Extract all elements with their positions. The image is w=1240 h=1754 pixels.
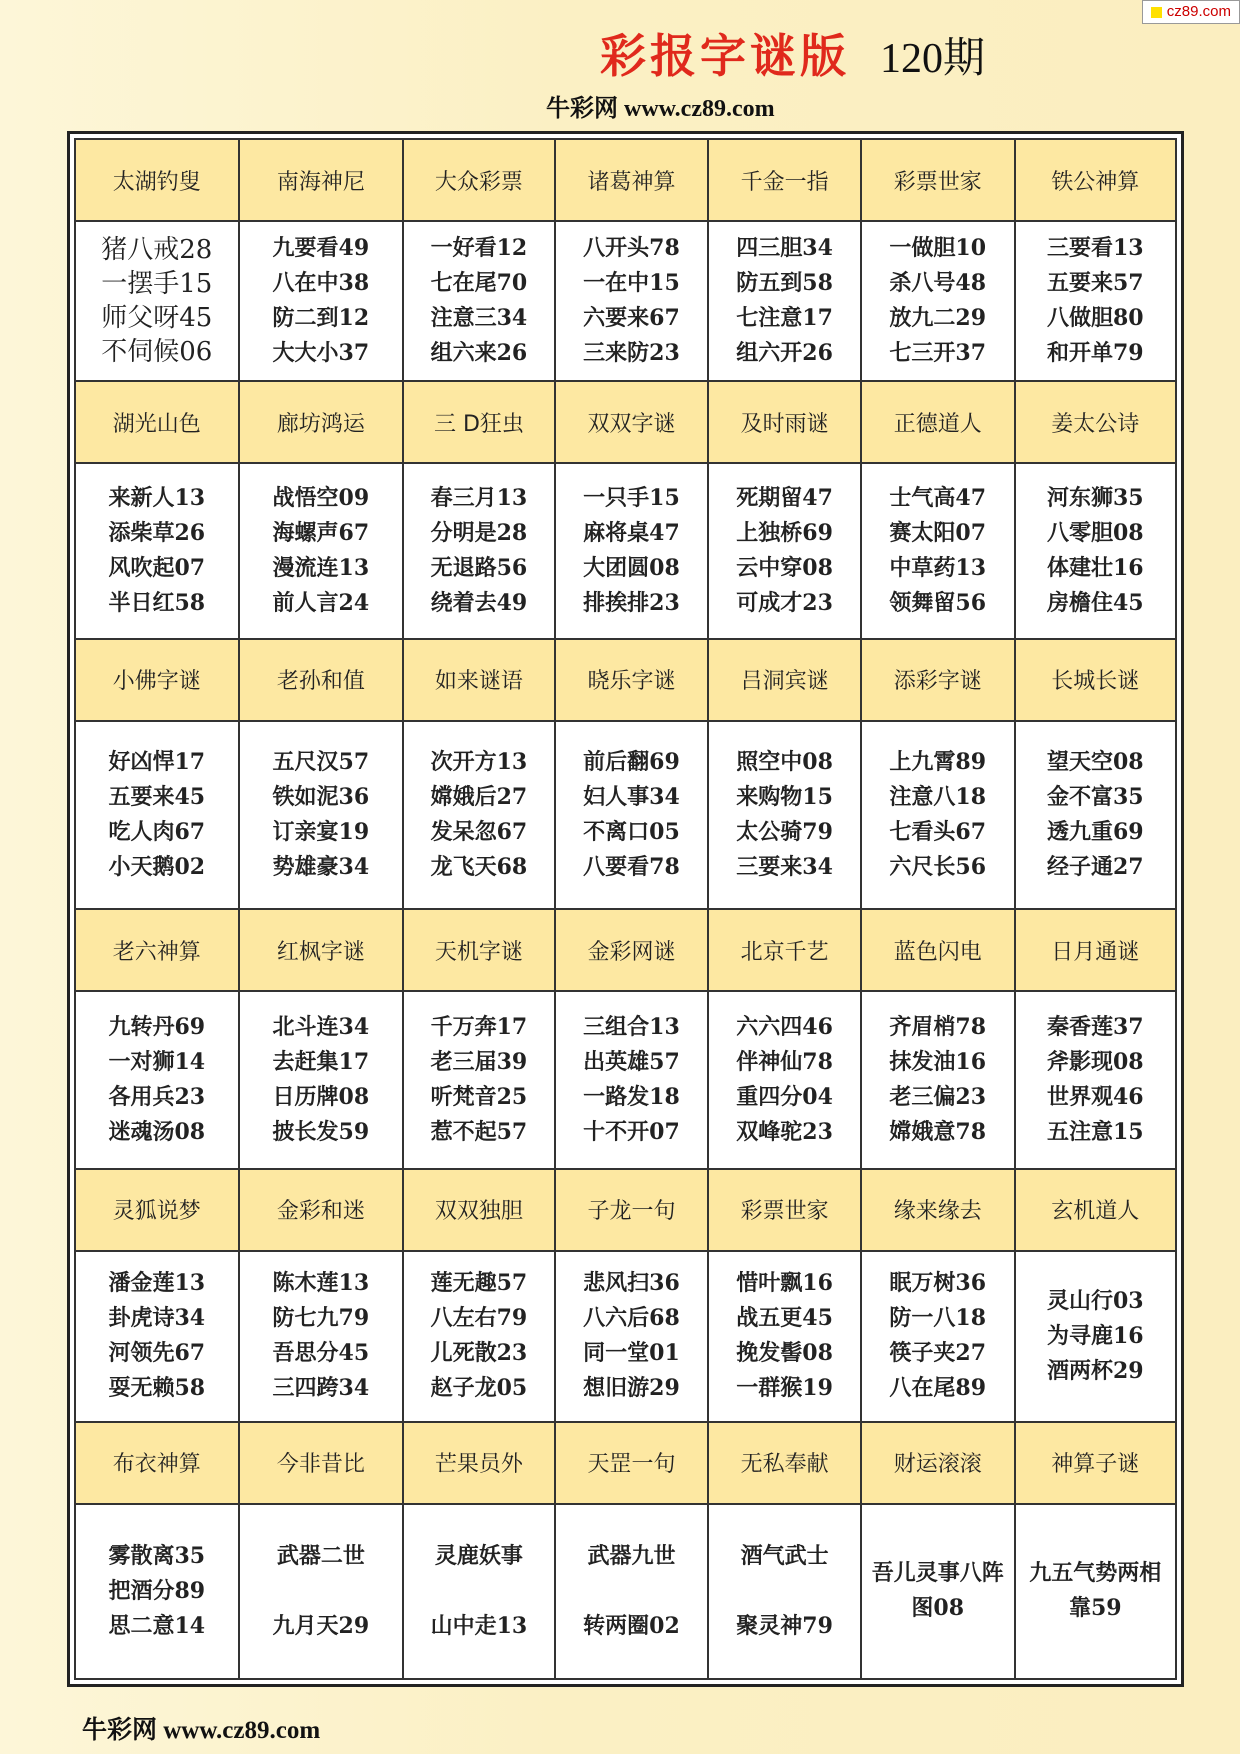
riddle-line: 三要来34 xyxy=(736,853,833,880)
riddle-cell xyxy=(239,721,404,909)
riddle-line: 八开头78 xyxy=(583,235,680,262)
column-header-cell: 芒果员外 xyxy=(403,1422,554,1504)
riddle-line: 六要来67 xyxy=(583,305,680,332)
riddle-line: 八在中38 xyxy=(272,270,370,297)
column-header-cell: 晓乐字谜 xyxy=(555,639,709,721)
column-header-cell: 太湖钓叟 xyxy=(75,139,239,221)
riddle-line: 迷魂汤08 xyxy=(108,1118,206,1145)
riddle-cell xyxy=(75,1504,239,1679)
riddle-line: 大团圆08 xyxy=(583,555,680,582)
column-header-cell: 子龙一句 xyxy=(555,1169,709,1251)
riddle-cell xyxy=(403,463,554,638)
riddle-line: 注意八18 xyxy=(889,783,987,810)
riddle-line: 不伺候06 xyxy=(101,337,213,368)
riddle-line: 一群猴19 xyxy=(736,1375,833,1402)
riddle-cell xyxy=(555,463,709,638)
riddle-cell xyxy=(75,221,239,381)
riddle-line: 注意三34 xyxy=(430,305,528,332)
riddle-row xyxy=(75,721,1176,909)
riddle-cell xyxy=(403,1251,554,1422)
riddle-cell xyxy=(861,463,1015,638)
riddle-line: 一对狮14 xyxy=(108,1048,206,1075)
riddle-cell xyxy=(555,1504,709,1679)
riddle-line: 陈木莲13 xyxy=(272,1270,370,1297)
column-header-cell: 正德道人 xyxy=(861,381,1015,463)
riddle-cell xyxy=(75,1251,239,1422)
riddle-line: 六尺长56 xyxy=(889,853,987,880)
header-row xyxy=(75,909,1176,991)
riddle-line: 北斗连34 xyxy=(272,1013,370,1040)
riddle-line: 八做胆80 xyxy=(1046,305,1144,332)
column-header-cell: 彩票世家 xyxy=(708,1169,861,1251)
riddle-cell xyxy=(708,463,861,638)
header-row xyxy=(75,1422,1176,1504)
column-header-cell: 红枫字谜 xyxy=(239,909,404,991)
riddle-line: 防二到12 xyxy=(272,305,370,332)
riddle-line: 莲无趣57 xyxy=(430,1270,528,1297)
column-header-cell: 吕洞宾谜 xyxy=(708,639,861,721)
header-row xyxy=(75,1169,1176,1251)
riddle-line: 春三月13 xyxy=(430,485,528,512)
riddle-line: 七三开37 xyxy=(889,340,987,367)
riddle-line: 九要看49 xyxy=(272,235,370,262)
riddle-line: 出英雄57 xyxy=(583,1048,680,1075)
riddle-line: 半日红58 xyxy=(108,590,206,617)
riddle-cell xyxy=(861,221,1015,381)
riddle-line: 十不开07 xyxy=(583,1118,680,1145)
column-header-cell: 长城长谜 xyxy=(1015,639,1176,721)
riddle-line: 小天鹅02 xyxy=(108,853,206,880)
riddle-cell xyxy=(861,721,1015,909)
riddle-line: 嫦娥意78 xyxy=(889,1118,987,1145)
riddle-cell xyxy=(403,991,554,1168)
column-header-cell: 北京千艺 xyxy=(708,909,861,991)
riddle-line: 靠59 xyxy=(1068,1595,1122,1622)
header-row xyxy=(75,381,1176,463)
riddle-line: 八要看78 xyxy=(583,853,680,880)
riddle-line: 海螺声67 xyxy=(272,520,370,547)
riddle-line: 武器二世 xyxy=(276,1542,365,1569)
riddle-line: 师父呀45 xyxy=(101,303,213,334)
riddle-table-frame xyxy=(67,131,1184,1687)
riddle-cell xyxy=(708,991,861,1168)
badge-text: cz89.com xyxy=(1166,3,1231,20)
riddle-cell xyxy=(1015,721,1176,909)
riddle-line: 三来防23 xyxy=(583,340,680,367)
riddle-line: 杀八号48 xyxy=(889,270,987,297)
riddle-line: 战悟空09 xyxy=(272,485,370,512)
riddle-line: 订亲宴19 xyxy=(272,818,370,845)
riddle-line: 赵子龙05 xyxy=(430,1375,528,1402)
riddle-line: 老三偏23 xyxy=(889,1083,987,1110)
riddle-line: 双峰驼23 xyxy=(736,1118,833,1145)
riddle-line: 同一堂01 xyxy=(583,1340,680,1367)
column-header-cell: 金彩网谜 xyxy=(555,909,709,991)
riddle-line: 筷子夹27 xyxy=(889,1340,987,1367)
riddle-line: 猪八戒28 xyxy=(101,235,213,266)
riddle-line: 防一八18 xyxy=(889,1305,987,1332)
line-spacer xyxy=(556,1574,708,1609)
riddle-line: 世界观46 xyxy=(1046,1083,1144,1110)
riddle-row xyxy=(75,221,1176,381)
riddle-line: 漫流连13 xyxy=(272,555,370,582)
riddle-line: 中草药13 xyxy=(889,555,987,582)
riddle-line: 透九重69 xyxy=(1046,818,1144,845)
column-header-cell: 今非昔比 xyxy=(239,1422,404,1504)
riddle-line: 排挨排23 xyxy=(583,590,680,617)
riddle-cell xyxy=(708,221,861,381)
riddle-line: 转两圈02 xyxy=(583,1612,680,1639)
riddle-line: 无退路56 xyxy=(430,555,528,582)
riddle-cell xyxy=(239,1504,404,1679)
riddle-line: 五要来45 xyxy=(108,783,206,810)
riddle-line: 死期留47 xyxy=(736,485,833,512)
riddle-cell xyxy=(75,463,239,638)
column-header-cell: 日月通谜 xyxy=(1015,909,1176,991)
riddle-line: 组六开26 xyxy=(736,340,833,367)
riddle-line: 武器九世 xyxy=(587,1542,676,1569)
riddle-line: 九五气势两相 xyxy=(1029,1560,1162,1587)
riddle-line: 和开单79 xyxy=(1046,340,1144,367)
riddle-line: 前人言24 xyxy=(272,590,370,617)
column-header-cell: 双双字谜 xyxy=(555,381,709,463)
riddle-cell xyxy=(708,1251,861,1422)
riddle-line: 老三届39 xyxy=(430,1048,528,1075)
riddle-line: 云中穿08 xyxy=(736,555,833,582)
riddle-line: 前后翻69 xyxy=(583,748,680,775)
riddle-line: 抹发油16 xyxy=(889,1048,987,1075)
riddle-cell xyxy=(555,221,709,381)
riddle-line: 势雄豪34 xyxy=(272,853,370,880)
riddle-line: 灵鹿妖事 xyxy=(434,1542,523,1569)
riddle-line: 防七九79 xyxy=(272,1305,370,1332)
riddle-line: 眠万树36 xyxy=(889,1270,987,1297)
riddle-line: 听梵音25 xyxy=(430,1083,528,1110)
riddle-cell xyxy=(239,463,404,638)
riddle-line: 次开方13 xyxy=(430,748,528,775)
riddle-line: 三组合13 xyxy=(583,1013,680,1040)
riddle-cell xyxy=(403,721,554,909)
column-header-cell: 无私奉献 xyxy=(708,1422,861,1504)
riddle-line: 金不富35 xyxy=(1046,783,1144,810)
riddle-row xyxy=(75,991,1176,1168)
riddle-line: 潘金莲13 xyxy=(108,1270,206,1297)
riddle-line: 士气高47 xyxy=(889,485,987,512)
riddle-line: 三四跨34 xyxy=(272,1375,370,1402)
riddle-cell xyxy=(555,1251,709,1422)
column-header-cell: 南海神尼 xyxy=(239,139,404,221)
header-row xyxy=(75,639,1176,721)
column-header-cell: 彩票世家 xyxy=(861,139,1015,221)
riddle-line: 战五更45 xyxy=(736,1305,833,1332)
riddle-line: 卦虎诗34 xyxy=(108,1305,206,1332)
riddle-line: 太公骑79 xyxy=(736,818,833,845)
riddle-line: 一做胆10 xyxy=(889,235,987,262)
header-row xyxy=(75,139,1176,221)
riddle-line: 九转丹69 xyxy=(108,1013,206,1040)
page-header xyxy=(600,20,985,86)
riddle-table xyxy=(74,138,1177,1680)
site-badge[interactable] xyxy=(1142,0,1240,24)
riddle-line: 添柴草26 xyxy=(108,520,206,547)
column-header-cell: 铁公神算 xyxy=(1015,139,1176,221)
riddle-line: 聚灵神79 xyxy=(736,1612,833,1639)
riddle-line: 五注意15 xyxy=(1046,1118,1144,1145)
riddle-line: 思二意14 xyxy=(108,1612,206,1639)
riddle-line: 秦香莲37 xyxy=(1046,1013,1144,1040)
riddle-line: 房檐住45 xyxy=(1046,590,1144,617)
riddle-line: 齐眉梢78 xyxy=(889,1013,987,1040)
riddle-cell xyxy=(403,221,554,381)
riddle-cell xyxy=(1015,463,1176,638)
riddle-cell xyxy=(708,721,861,909)
riddle-line: 四三胆34 xyxy=(736,235,833,262)
riddle-line: 来新人13 xyxy=(108,485,206,512)
riddle-cell xyxy=(75,991,239,1168)
issue-number: 120期 xyxy=(880,36,986,82)
column-header-cell: 布衣神算 xyxy=(75,1422,239,1504)
riddle-line: 一好看12 xyxy=(430,235,528,262)
riddle-line: 绕着去49 xyxy=(430,590,528,617)
riddle-line: 好凶悍17 xyxy=(108,748,206,775)
riddle-cell xyxy=(861,1251,1015,1422)
riddle-cell xyxy=(1015,1504,1176,1679)
riddle-line: 来购物15 xyxy=(736,783,833,810)
riddle-line: 铁如泥36 xyxy=(272,783,370,810)
riddle-line: 日历牌08 xyxy=(272,1083,370,1110)
riddle-line: 照空中08 xyxy=(736,748,833,775)
riddle-line: 重四分04 xyxy=(736,1083,833,1110)
riddle-line: 上独桥69 xyxy=(736,520,833,547)
column-header-cell: 天罡一句 xyxy=(555,1422,709,1504)
column-header-cell: 玄机道人 xyxy=(1015,1169,1176,1251)
column-header-cell: 廊坊鸿运 xyxy=(239,381,404,463)
riddle-line: 河东狮35 xyxy=(1046,485,1144,512)
riddle-line: 把酒分89 xyxy=(108,1577,206,1604)
column-header-cell: 灵狐说梦 xyxy=(75,1169,239,1251)
riddle-line: 雾散离35 xyxy=(108,1542,206,1569)
riddle-line: 一摆手15 xyxy=(101,269,213,300)
riddle-cell xyxy=(861,1504,1015,1679)
riddle-line: 大大小37 xyxy=(272,340,370,367)
badge-square-icon xyxy=(1151,7,1162,18)
riddle-line: 挽发髻08 xyxy=(736,1340,833,1367)
column-header-cell: 老六神算 xyxy=(75,909,239,991)
riddle-row xyxy=(75,1504,1176,1679)
riddle-cell xyxy=(1015,221,1176,381)
riddle-line: 灵山行03 xyxy=(1046,1287,1144,1314)
riddle-line: 酒气武士 xyxy=(740,1542,829,1569)
column-header-cell: 老孙和值 xyxy=(239,639,404,721)
riddle-line: 想旧游29 xyxy=(583,1375,680,1402)
riddle-row xyxy=(75,463,1176,638)
riddle-line: 领舞留56 xyxy=(889,590,987,617)
riddle-line: 七注意17 xyxy=(736,305,833,332)
riddle-cell xyxy=(75,721,239,909)
riddle-cell xyxy=(239,1251,404,1422)
column-header-cell: 湖光山色 xyxy=(75,381,239,463)
column-header-cell: 大众彩票 xyxy=(403,139,554,221)
riddle-line: 一在中15 xyxy=(583,270,680,297)
riddle-line: 风吹起07 xyxy=(108,555,206,582)
riddle-line: 七在尾70 xyxy=(430,270,528,297)
column-header-cell: 蓝色闪电 xyxy=(861,909,1015,991)
column-header-cell: 财运滚滚 xyxy=(861,1422,1015,1504)
line-spacer xyxy=(240,1574,403,1609)
riddle-line: 斧影现08 xyxy=(1046,1048,1144,1075)
riddle-line: 麻将桌47 xyxy=(583,520,680,547)
riddle-line: 上九霄89 xyxy=(889,748,987,775)
riddle-cell xyxy=(239,221,404,381)
riddle-cell xyxy=(708,1504,861,1679)
column-header-cell: 天机字谜 xyxy=(403,909,554,991)
riddle-line: 悲风扫36 xyxy=(583,1270,680,1297)
riddle-line: 各用兵23 xyxy=(108,1083,206,1110)
riddle-line: 三要看13 xyxy=(1046,235,1144,262)
riddle-line: 五尺汉57 xyxy=(272,748,370,775)
page-title: 彩报字谜版 xyxy=(600,29,850,83)
riddle-line: 山中走13 xyxy=(430,1612,528,1639)
riddle-line: 组六来26 xyxy=(430,340,528,367)
riddle-cell xyxy=(555,721,709,909)
column-header-cell: 三 D狂虫 xyxy=(403,381,554,463)
riddle-line: 八六后68 xyxy=(583,1305,680,1332)
riddle-line: 千万奔17 xyxy=(430,1013,528,1040)
column-header-cell: 缘来缘去 xyxy=(861,1169,1015,1251)
riddle-line: 发呆忽67 xyxy=(430,818,528,845)
riddle-line: 七看头67 xyxy=(889,818,987,845)
riddle-line: 经子通27 xyxy=(1046,853,1144,880)
riddle-line: 嫦娥后27 xyxy=(430,783,528,810)
riddle-cell xyxy=(1015,991,1176,1168)
riddle-line: 分明是28 xyxy=(430,520,528,547)
riddle-line: 吾儿灵事八阵 xyxy=(871,1560,1004,1587)
riddle-cell xyxy=(1015,1251,1176,1422)
column-header-cell: 神算子谜 xyxy=(1015,1422,1176,1504)
riddle-line: 五要来57 xyxy=(1046,270,1144,297)
riddle-line: 八左右79 xyxy=(430,1305,528,1332)
riddle-line: 九月天29 xyxy=(272,1612,370,1639)
riddle-line: 吃人肉67 xyxy=(108,818,206,845)
riddle-line: 吾思分45 xyxy=(272,1340,370,1367)
riddle-line: 伴神仙78 xyxy=(736,1048,833,1075)
riddle-line: 八零胆08 xyxy=(1046,520,1144,547)
riddle-cell xyxy=(403,1504,554,1679)
riddle-line: 八在尾89 xyxy=(889,1375,987,1402)
riddle-cell xyxy=(239,991,404,1168)
riddle-line: 一路发18 xyxy=(583,1083,680,1110)
column-header-cell: 千金一指 xyxy=(708,139,861,221)
riddle-line: 耍无赖58 xyxy=(108,1375,206,1402)
riddle-line: 可成才23 xyxy=(736,590,833,617)
riddle-line: 体建壮16 xyxy=(1046,555,1144,582)
riddle-line: 儿死散23 xyxy=(430,1340,528,1367)
column-header-cell: 双双独胆 xyxy=(403,1169,554,1251)
column-header-cell: 金彩和迷 xyxy=(239,1169,404,1251)
riddle-line: 放九二29 xyxy=(889,305,987,332)
riddle-line: 一只手15 xyxy=(583,485,680,512)
riddle-row xyxy=(75,1251,1176,1422)
column-header-cell: 诸葛神算 xyxy=(555,139,709,221)
riddle-line: 河领先67 xyxy=(108,1340,206,1367)
riddle-line: 酒两杯29 xyxy=(1046,1357,1144,1384)
riddle-line: 龙飞天68 xyxy=(430,853,528,880)
line-spacer xyxy=(404,1574,553,1609)
riddle-line: 图08 xyxy=(911,1595,965,1622)
riddle-line: 防五到58 xyxy=(736,270,833,297)
riddle-line: 不离口05 xyxy=(583,818,680,845)
column-header-cell: 添彩字谜 xyxy=(861,639,1015,721)
riddle-line: 望天空08 xyxy=(1046,748,1144,775)
riddle-line: 披长发59 xyxy=(272,1118,370,1145)
line-spacer xyxy=(709,1574,860,1609)
riddle-cell xyxy=(861,991,1015,1168)
column-header-cell: 小佛字谜 xyxy=(75,639,239,721)
site-label-top[interactable]: 牛彩网 www.cz89.com xyxy=(546,96,775,122)
riddle-line: 妇人事34 xyxy=(583,783,680,810)
riddle-line: 六六四46 xyxy=(736,1013,833,1040)
riddle-line: 为寻鹿16 xyxy=(1046,1322,1144,1349)
column-header-cell: 姜太公诗 xyxy=(1015,381,1176,463)
column-header-cell: 及时雨谜 xyxy=(708,381,861,463)
riddle-line: 惜叶飘16 xyxy=(736,1270,833,1297)
site-label-bottom[interactable]: 牛彩网 www.cz89.com xyxy=(82,1717,321,1744)
riddle-cell xyxy=(555,991,709,1168)
riddle-line: 去赶集17 xyxy=(272,1048,370,1075)
column-header-cell: 如来谜语 xyxy=(403,639,554,721)
riddle-line: 惹不起57 xyxy=(430,1118,528,1145)
riddle-line: 赛太阳07 xyxy=(889,520,987,547)
